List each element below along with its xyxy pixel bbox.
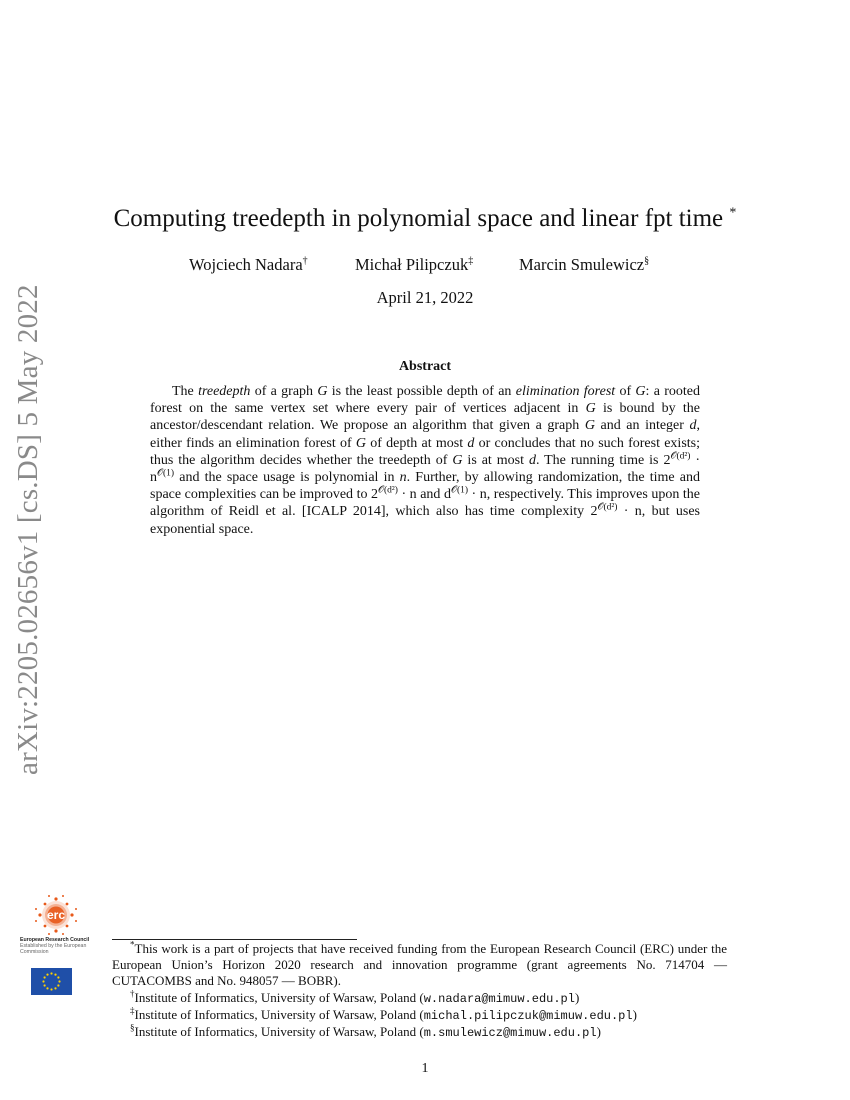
- abstract-text: · n, respectively. This improves upon the algorithm of Reidl et al. [ICALP 2014], which also has time complexity 2: [150, 487, 700, 520]
- footnote-text: ): [574, 989, 580, 1005]
- math-var: G: [585, 401, 596, 417]
- abstract-text: · n: [150, 452, 700, 486]
- abstract-heading: Abstract: [398, 359, 452, 374]
- footnote-divider: [112, 939, 357, 940]
- author-1: [189, 255, 308, 275]
- abstract-text: of a graph: [250, 384, 318, 399]
- abstract-text: is at most: [462, 452, 529, 468]
- abstract-text: . The running time is 2: [535, 452, 671, 468]
- author-name: Marcin Smulewicz: [519, 255, 645, 274]
- abstract-text: . Further, by allowing randomization, the time and space complexities can be improved to 2: [150, 470, 700, 503]
- math-var: d: [689, 418, 697, 434]
- footnote-funding: [112, 941, 727, 990]
- footnote-text: ): [632, 1006, 637, 1022]
- math-exponent: 𝒪(d²): [670, 451, 691, 462]
- footnote-text: This work is a part of projects that have received funding from the European Research Council (ERC) under the European Union’s Horizon 2020 research and innovation programme (grant agreements No. 714704 — CUTACOMBS and No. 948057 — BOBR).: [112, 941, 727, 989]
- footnote-mark: ‡: [130, 1005, 135, 1016]
- abstract-text: · n, but uses exponential space.: [150, 504, 700, 537]
- abstract-text: of: [615, 384, 636, 399]
- math-exponent: 𝒪(d²): [597, 502, 618, 513]
- footnote-mark: §: [130, 1022, 135, 1033]
- author-mark: §: [644, 255, 650, 267]
- abstract-text: and the space usage is polynomial in: [174, 470, 400, 486]
- erc-caption-sub: Established by the European Commission: [20, 943, 87, 955]
- math-var: d: [528, 452, 536, 468]
- author-mark: †: [302, 255, 308, 267]
- erc-caption: [20, 937, 94, 955]
- abstract-emphasis: treedepth: [198, 384, 251, 399]
- math-var: G: [355, 435, 366, 451]
- math-exponent: 𝒪(1): [450, 485, 469, 496]
- abstract-text: The: [172, 384, 199, 399]
- author-mark: ‡: [468, 255, 474, 267]
- email-link[interactable]: michal.pilipczuk@mimuw.edu.pl: [423, 1008, 633, 1023]
- publication-date: April 21, 2022: [376, 288, 474, 307]
- abstract-text: or concludes that no such forest exists; thus the algorithm decides whether the treedepth of: [150, 435, 700, 468]
- footnote-text: Institute of Informatics, University of Warsaw, Poland (: [134, 1006, 424, 1022]
- abstract-text: of depth at most: [366, 435, 468, 451]
- erc-logo-text: erc: [46, 908, 66, 922]
- math-exponent: 𝒪(1): [157, 468, 175, 479]
- math-var: G: [584, 418, 595, 434]
- math-var: G: [317, 384, 328, 399]
- abstract-text: and an integer: [594, 418, 690, 434]
- footnotes: [112, 941, 727, 1041]
- paper-title: [0, 205, 850, 233]
- footnote-affiliation-2: [112, 1007, 727, 1024]
- math-var: n: [399, 470, 407, 486]
- eu-flag-icon: [31, 968, 72, 995]
- email-link[interactable]: m.smulewicz@mimuw.edu.pl: [423, 1026, 597, 1041]
- footnote-mark: †: [130, 988, 135, 999]
- abstract-text: , either finds an elimination forest of: [150, 418, 700, 451]
- title-text: Computing treedepth in polynomial space and linear fpt time: [113, 205, 724, 232]
- footnote-affiliation-1: [112, 990, 727, 1007]
- email-link[interactable]: w.nadara@mimuw.edu.pl: [423, 991, 575, 1006]
- footnote-affiliation-3: [112, 1024, 727, 1041]
- math-exponent: 𝒪(d²): [378, 485, 398, 496]
- author-name: Michał Pilipczuk: [355, 255, 469, 274]
- arxiv-identifier[interactable]: arXiv:2205.02656v1 [cs.DS] 5 May 2022: [12, 284, 44, 775]
- footnote-text: Institute of Informatics, University of Warsaw, Poland (: [134, 1024, 424, 1040]
- abstract-body: [150, 383, 700, 538]
- author-3: [519, 255, 649, 275]
- footnote-mark: *: [130, 939, 135, 950]
- author-list: [0, 255, 850, 279]
- abstract-text: is the least possible depth of an: [327, 384, 516, 399]
- title-footnote-mark: *: [729, 205, 737, 221]
- page-number: 1: [421, 1061, 429, 1076]
- math-var: G: [635, 384, 646, 399]
- footnote-text: ): [596, 1024, 601, 1040]
- erc-caption-title: European Research Council: [20, 937, 90, 943]
- abstract-text: : a rooted forest on the same vertex set where every pair of vertices adjacent in: [150, 384, 700, 417]
- footnote-text: Institute of Informatics, University of Warsaw, Poland (: [134, 989, 424, 1005]
- abstract-text: is bound by the ancestor/descendant relation. We propose an algorithm that given a graph: [150, 401, 700, 434]
- author-2: [355, 255, 473, 275]
- author-name: Wojciech Nadara: [189, 255, 303, 274]
- abstract-emphasis: elimination forest: [515, 384, 616, 399]
- abstract-text: · n and d: [397, 487, 451, 503]
- math-var: G: [452, 452, 463, 468]
- math-var: d: [467, 435, 475, 451]
